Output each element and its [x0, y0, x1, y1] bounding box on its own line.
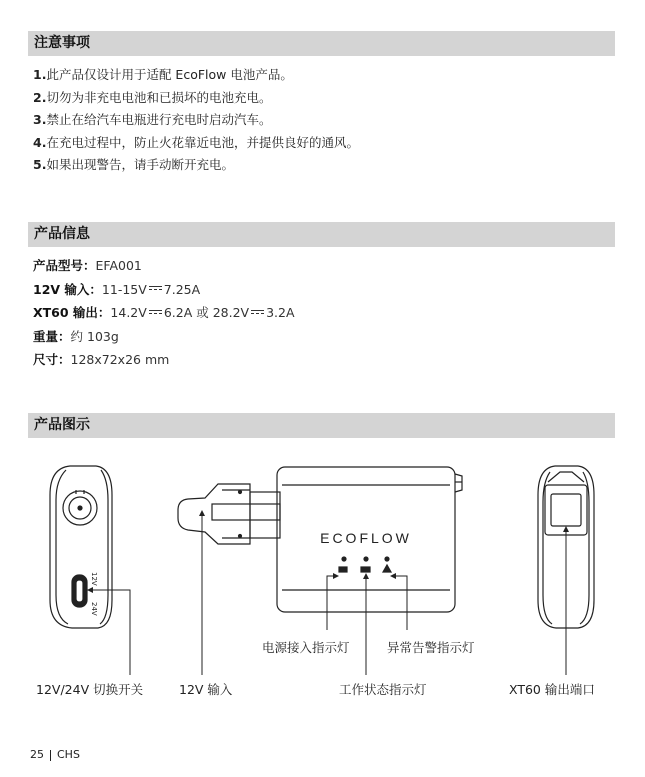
caption-xt60-port: XT60 输出端口 — [509, 682, 595, 697]
dc-symbol-icon — [149, 286, 162, 292]
notes-section-header: 注意事项 — [28, 31, 615, 56]
note-item: 4.在充电过程中，防止火花靠近电池，并提供良好的通风。 — [33, 134, 359, 150]
info-size: 尺寸：128x72x26 mm — [33, 352, 170, 367]
dc-symbol-icon — [251, 310, 264, 316]
product-info — [33, 254, 295, 372]
page-number: 25 — [30, 748, 44, 761]
caption-alarm-indicator: 异常告警指示灯 — [387, 640, 475, 655]
info-model: 产品型号：EFA001 — [33, 258, 142, 273]
info-input: 12V 输入：11-15V 7.25A — [33, 281, 201, 297]
alarm-led-icon — [385, 557, 389, 561]
caption-switch: 12V/24V 切换开关 — [36, 682, 144, 697]
caption-input: 12V 输入 — [179, 682, 233, 697]
note-item: 1.此产品仅设计用于适配 EcoFlow 电池产品。 — [33, 67, 293, 82]
power-led-icon — [342, 557, 346, 561]
warning-symbol-icon — [383, 565, 391, 572]
note-item: 5.如果出现警告，请手动断开充电。 — [33, 157, 234, 172]
diagram-section-header: 产品图示 — [28, 413, 615, 438]
status-led-icon — [364, 557, 368, 561]
arrow-heads — [87, 510, 569, 593]
dc-symbol-icon — [149, 310, 162, 316]
language-code: CHS — [57, 748, 80, 761]
caption-status-indicator: 工作状态指示灯 — [339, 682, 427, 697]
info-weight: 重量：约 103g — [33, 328, 119, 344]
car-plug-device — [178, 484, 280, 544]
page-footer — [30, 748, 80, 761]
caption-power-indicator: 电源接入指示灯 — [262, 640, 350, 655]
side-view-switch-device — [50, 466, 112, 628]
battery-symbol-icon — [361, 567, 370, 572]
plug-symbol-icon — [339, 567, 347, 572]
info-section-header: 产品信息 — [28, 222, 615, 247]
info-output: XT60 输出：14.2V 6.2A 或 28.2V 3.2A — [33, 305, 295, 320]
switch-24v-label: 24V — [90, 602, 98, 616]
notes-list — [33, 64, 359, 177]
switch-12v-label: 12V — [90, 572, 98, 586]
product-diagram — [0, 450, 645, 700]
note-item: 3.禁止在给汽车电瓶进行充电时启动汽车。 — [33, 112, 272, 127]
brand-logo: ECOFLOW — [320, 530, 412, 546]
note-item: 2.切勿为非充电电池和已损坏的电池充电。 — [33, 89, 272, 105]
